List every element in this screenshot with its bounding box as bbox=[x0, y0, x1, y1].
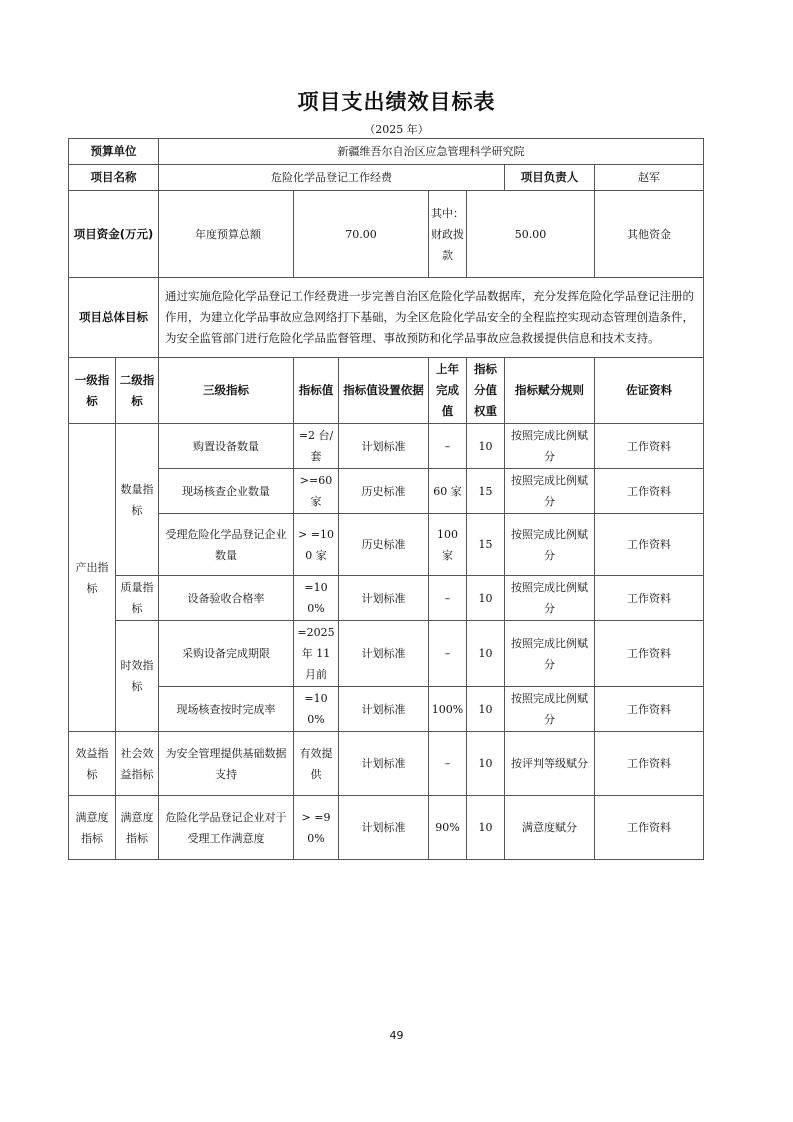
funds-row bbox=[69, 191, 704, 278]
row-basis: 计划标准 bbox=[339, 576, 429, 621]
row-value: =2025 年 11 月前 bbox=[294, 621, 339, 687]
budget-unit-label: 预算单位 bbox=[69, 139, 159, 165]
row-evidence: 工作资料 bbox=[595, 621, 704, 687]
row-prev: – bbox=[429, 424, 467, 469]
annual-budget-label: 年度预算总额 bbox=[159, 191, 294, 278]
project-name-label: 项目名称 bbox=[69, 165, 159, 191]
year-label: （2025 年） bbox=[364, 123, 429, 136]
row-evidence: 工作资料 bbox=[595, 796, 704, 860]
row-rule: 满意度赋分 bbox=[505, 796, 595, 860]
page-title: 项目支出绩效目标表 bbox=[297, 90, 496, 114]
row-l3: 现场核查按时完成率 bbox=[159, 687, 294, 732]
row-prev: 100% bbox=[429, 687, 467, 732]
row-l3: 现场核查企业数量 bbox=[159, 469, 294, 514]
header-level2: 二级指标 bbox=[116, 358, 159, 424]
budget-unit-value: 新疆维吾尔自治区应急管理科学研究院 bbox=[159, 139, 704, 165]
row-prev: – bbox=[429, 732, 467, 796]
row-weight: 10 bbox=[467, 796, 505, 860]
row-basis: 计划标准 bbox=[339, 796, 429, 860]
row-prev: – bbox=[429, 621, 467, 687]
row-weight: 15 bbox=[467, 469, 505, 514]
performance-table bbox=[68, 138, 704, 860]
project-lead-value: 赵军 bbox=[595, 165, 704, 191]
table-row bbox=[69, 469, 704, 514]
row-prev: 100 家 bbox=[429, 514, 467, 576]
table-row bbox=[69, 576, 704, 621]
row-rule: 按评判等级赋分 bbox=[505, 732, 595, 796]
fiscal-value: 50.00 bbox=[467, 191, 595, 278]
row-basis: 历史标准 bbox=[339, 514, 429, 576]
row-rule: 按照完成比例赋分 bbox=[505, 469, 595, 514]
row-value: > =100 家 bbox=[294, 514, 339, 576]
table-row bbox=[69, 424, 704, 469]
header-value: 指标值 bbox=[294, 358, 339, 424]
row-weight: 10 bbox=[467, 687, 505, 732]
row-value: =2 台/套 bbox=[294, 424, 339, 469]
row-rule: 按照完成比例赋分 bbox=[505, 621, 595, 687]
row-evidence: 工作资料 bbox=[595, 687, 704, 732]
row-weight: 10 bbox=[467, 576, 505, 621]
group-output: 产出指标 bbox=[69, 424, 116, 732]
group-satisfaction-sub: 满意度指标 bbox=[116, 796, 159, 860]
row-basis: 历史标准 bbox=[339, 469, 429, 514]
row-basis: 计划标准 bbox=[339, 424, 429, 469]
row-prev: 90% bbox=[429, 796, 467, 860]
project-name-row bbox=[69, 165, 704, 191]
header-basis: 指标值设置依据 bbox=[339, 358, 429, 424]
budget-unit-row bbox=[69, 139, 704, 165]
group-timeliness: 时效指标 bbox=[116, 621, 159, 732]
row-evidence: 工作资料 bbox=[595, 576, 704, 621]
row-value: 有效提供 bbox=[294, 732, 339, 796]
header-level1: 一级指标 bbox=[69, 358, 116, 424]
table-row bbox=[69, 621, 704, 687]
row-evidence: 工作资料 bbox=[595, 514, 704, 576]
header-weight: 指标分值权重 bbox=[467, 358, 505, 424]
row-value: >=60 家 bbox=[294, 469, 339, 514]
row-evidence: 工作资料 bbox=[595, 424, 704, 469]
goal-row bbox=[69, 278, 704, 358]
row-basis: 计划标准 bbox=[339, 621, 429, 687]
row-value: =100% bbox=[294, 576, 339, 621]
goal-text: 通过实施危险化学品登记工作经费进一步完善自治区危险化学品数据库，充分发挥危险化学品登记注册的作用，为建立化学品事故应急网络打下基础，为全区危险化学品安全的全程监控实现动态管理创造条件，为安全监管部门进行危险化学品监督管理、事故预防和化学品事故应急救援提供信息和技术支持。 bbox=[159, 278, 704, 358]
row-weight: 15 bbox=[467, 514, 505, 576]
row-evidence: 工作资料 bbox=[595, 469, 704, 514]
group-quality: 质量指标 bbox=[116, 576, 159, 621]
row-value: =100% bbox=[294, 687, 339, 732]
other-funds-label: 其他资金 bbox=[595, 191, 704, 278]
table-row bbox=[69, 796, 704, 860]
row-weight: 10 bbox=[467, 621, 505, 687]
row-l3: 受理危险化学品登记企业数量 bbox=[159, 514, 294, 576]
row-weight: 10 bbox=[467, 732, 505, 796]
row-rule: 按照完成比例赋分 bbox=[505, 424, 595, 469]
annual-budget-value: 70.00 bbox=[294, 191, 429, 278]
row-l3: 采购设备完成期限 bbox=[159, 621, 294, 687]
header-prev: 上年完成值 bbox=[429, 358, 467, 424]
row-prev: – bbox=[429, 576, 467, 621]
group-satisfaction: 满意度指标 bbox=[69, 796, 116, 860]
table-row bbox=[69, 732, 704, 796]
row-l3: 危险化学品登记企业对于受理工作满意度 bbox=[159, 796, 294, 860]
header-evidence: 佐证资料 bbox=[595, 358, 704, 424]
table-row bbox=[69, 687, 704, 732]
row-l3: 为安全管理提供基础数据支持 bbox=[159, 732, 294, 796]
header-row bbox=[69, 358, 704, 424]
row-value: > =90% bbox=[294, 796, 339, 860]
group-social: 社会效益指标 bbox=[116, 732, 159, 796]
row-l3: 设备验收合格率 bbox=[159, 576, 294, 621]
row-basis: 计划标准 bbox=[339, 732, 429, 796]
row-basis: 计划标准 bbox=[339, 687, 429, 732]
row-prev: 60 家 bbox=[429, 469, 467, 514]
fiscal-label: 其中：财政拨款 bbox=[429, 191, 467, 278]
header-level3: 三级指标 bbox=[159, 358, 294, 424]
row-weight: 10 bbox=[467, 424, 505, 469]
project-name-value: 危险化学品登记工作经费 bbox=[159, 165, 505, 191]
table-row bbox=[69, 514, 704, 576]
group-benefit: 效益指标 bbox=[69, 732, 116, 796]
row-rule: 按照完成比例赋分 bbox=[505, 514, 595, 576]
header-rule: 指标赋分规则 bbox=[505, 358, 595, 424]
page-number: 49 bbox=[389, 1029, 404, 1042]
row-evidence: 工作资料 bbox=[595, 732, 704, 796]
row-l3: 购置设备数量 bbox=[159, 424, 294, 469]
group-quantity: 数量指标 bbox=[116, 424, 159, 576]
project-lead-label: 项目负责人 bbox=[505, 165, 595, 191]
row-rule: 按照完成比例赋分 bbox=[505, 687, 595, 732]
row-rule: 按照完成比例赋分 bbox=[505, 576, 595, 621]
funds-label: 项目资金(万元) bbox=[69, 191, 159, 278]
goal-label: 项目总体目标 bbox=[69, 278, 159, 358]
